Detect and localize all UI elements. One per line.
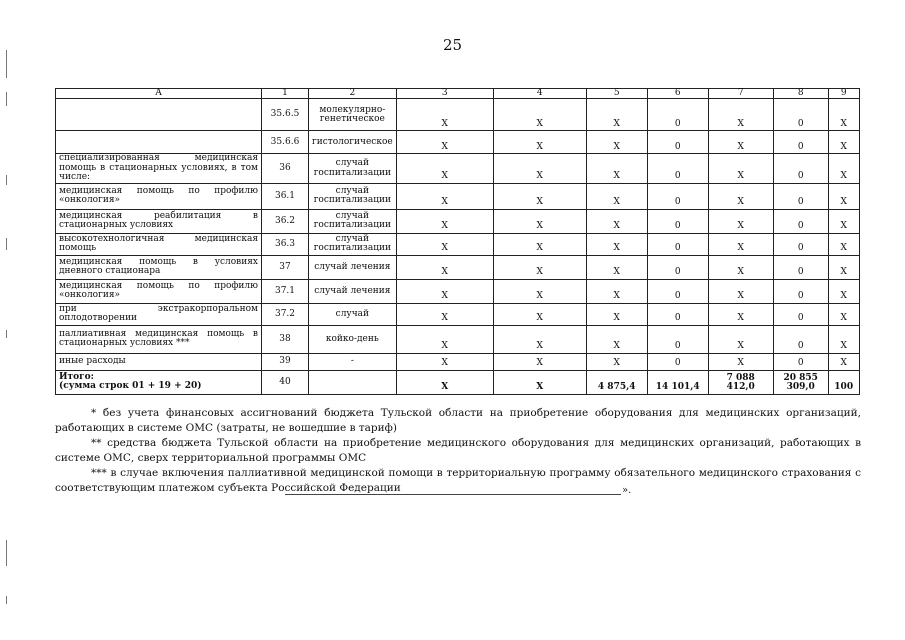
row-value: Х <box>586 99 647 131</box>
row-value: Х <box>828 279 859 303</box>
row-value: Х <box>586 154 647 183</box>
row-value: Х <box>708 131 773 154</box>
row-code: 36.3 <box>262 233 309 255</box>
table-row <box>56 353 860 370</box>
page-number: 25 <box>442 36 463 54</box>
row-value: 0 <box>647 233 708 255</box>
total-value: Х <box>493 370 586 394</box>
row-value: Х <box>586 279 647 303</box>
row-code: 36.2 <box>262 209 309 233</box>
row-value: 0 <box>773 325 828 353</box>
total-value: 4 875,4 <box>586 370 647 394</box>
row-unit: случай госпитализации <box>309 154 397 183</box>
total-label-title: Итого: <box>59 371 94 382</box>
row-value: 0 <box>773 279 828 303</box>
row-value: Х <box>828 99 859 131</box>
table-row <box>56 303 860 325</box>
row-value: Х <box>708 209 773 233</box>
column-header: 2 <box>309 89 397 99</box>
row-label: медицинская помощь по профилю «онкология» <box>56 183 262 209</box>
row-value: Х <box>708 353 773 370</box>
row-value: Х <box>708 99 773 131</box>
row-unit: случай лечения <box>309 255 397 279</box>
footnote: ** средства бюджета Тульской области на приобретение медицинского оборудования для медицинских организаций, работающих в системе ОМС, сверх территориальной программы ОМС <box>55 436 861 464</box>
total-code: 40 <box>262 370 309 394</box>
row-value: Х <box>708 183 773 209</box>
table-header-row <box>56 89 860 99</box>
row-label: медицинская помощь по профилю «онкология» <box>56 279 262 303</box>
total-label <box>56 370 262 394</box>
row-label: медицинская реабилитация в стационарных условиях <box>56 209 262 233</box>
row-code: 37 <box>262 255 309 279</box>
table-row <box>56 209 860 233</box>
total-label-formula: (сумма строк 01 + 19 + 20) <box>59 381 202 392</box>
row-value: Х <box>396 154 493 183</box>
row-value: 0 <box>647 99 708 131</box>
row-value: Х <box>708 279 773 303</box>
row-value: 0 <box>773 303 828 325</box>
row-label: медицинская помощь в условиях дневного стационара <box>56 255 262 279</box>
closing-mark: ». <box>622 485 632 496</box>
row-label: специализированная медицинская помощь в стационарных условиях, в том числе: <box>56 154 262 183</box>
row-value: Х <box>828 303 859 325</box>
row-value: Х <box>828 325 859 353</box>
row-value: 0 <box>647 131 708 154</box>
row-value: 0 <box>773 131 828 154</box>
column-header: 7 <box>708 89 773 99</box>
row-value: Х <box>586 183 647 209</box>
row-value: Х <box>396 131 493 154</box>
row-value: 0 <box>647 154 708 183</box>
footnotes <box>55 406 861 495</box>
row-value: 0 <box>647 255 708 279</box>
binding-marks <box>6 0 8 640</box>
row-value: Х <box>828 353 859 370</box>
table-row <box>56 255 860 279</box>
row-unit: случай госпитализации <box>309 233 397 255</box>
row-value: Х <box>828 154 859 183</box>
table-row <box>56 131 860 154</box>
row-value: Х <box>493 325 586 353</box>
row-code: 35.6.6 <box>262 131 309 154</box>
row-value: Х <box>708 325 773 353</box>
row-value: Х <box>586 303 647 325</box>
row-value: 0 <box>773 255 828 279</box>
column-header: 1 <box>262 89 309 99</box>
row-value: Х <box>586 353 647 370</box>
row-value: Х <box>586 255 647 279</box>
row-unit: случай госпитализации <box>309 183 397 209</box>
table-row <box>56 325 860 353</box>
row-value: 0 <box>773 154 828 183</box>
row-code: 36 <box>262 154 309 183</box>
row-unit: случай лечения <box>309 279 397 303</box>
row-value: 0 <box>773 183 828 209</box>
row-value: Х <box>493 353 586 370</box>
row-value: 0 <box>773 99 828 131</box>
column-header: А <box>56 89 262 99</box>
row-value: 0 <box>647 303 708 325</box>
row-value: 0 <box>773 233 828 255</box>
row-value: 0 <box>773 353 828 370</box>
row-value: 0 <box>647 353 708 370</box>
total-value: 14 101,4 <box>647 370 708 394</box>
row-unit: случай госпитализации <box>309 209 397 233</box>
total-row <box>56 370 860 394</box>
column-header: 4 <box>493 89 586 99</box>
row-value: Х <box>396 183 493 209</box>
table-row <box>56 279 860 303</box>
row-code: 38 <box>262 325 309 353</box>
footnote: * без учета финансовых ассигнований бюджета Тульской области на приобретение оборудования для медицинских организаций, работающих в системе ОМС (затраты, не вошедшие в тариф) <box>55 407 861 434</box>
row-value: Х <box>493 279 586 303</box>
row-label: паллиативная медицинская помощь в стационарных условиях *** <box>56 325 262 353</box>
column-header: 6 <box>647 89 708 99</box>
row-label: при экстракорпоральном оплодотворении <box>56 303 262 325</box>
column-header: 9 <box>828 89 859 99</box>
row-value: Х <box>396 303 493 325</box>
row-value: 0 <box>647 209 708 233</box>
row-value: Х <box>586 325 647 353</box>
row-value: Х <box>708 233 773 255</box>
row-value: Х <box>396 353 493 370</box>
row-value: Х <box>493 209 586 233</box>
row-value: 0 <box>773 209 828 233</box>
row-unit: койко-день <box>309 325 397 353</box>
row-unit: случай <box>309 303 397 325</box>
row-value: Х <box>708 255 773 279</box>
row-value: Х <box>828 183 859 209</box>
total-value: Х <box>396 370 493 394</box>
financing-table <box>55 88 860 395</box>
row-code: 36.1 <box>262 183 309 209</box>
row-value: Х <box>586 131 647 154</box>
column-header: 3 <box>396 89 493 99</box>
row-value: Х <box>396 209 493 233</box>
row-label <box>56 131 262 154</box>
row-value: 0 <box>647 325 708 353</box>
row-value: Х <box>708 303 773 325</box>
table-row <box>56 99 860 131</box>
row-value: Х <box>396 99 493 131</box>
row-value: Х <box>396 279 493 303</box>
footnote: *** в случае включения паллиативной медицинской помощи в территориальную программу обязательного медицинского страхования с соответствующим платежом субъекта Российской Федерации <box>55 466 861 494</box>
row-code: 39 <box>262 353 309 370</box>
row-value: Х <box>493 233 586 255</box>
row-unit: молекулярно-генетическое <box>309 99 397 131</box>
row-label: иные расходы <box>56 353 262 370</box>
row-value: Х <box>493 99 586 131</box>
row-value: Х <box>708 154 773 183</box>
column-header: 5 <box>586 89 647 99</box>
row-unit: - <box>309 353 397 370</box>
total-unit <box>309 370 397 394</box>
row-value: Х <box>493 131 586 154</box>
row-code: 37.1 <box>262 279 309 303</box>
table-row <box>56 233 860 255</box>
closing-line <box>285 494 621 495</box>
row-value: Х <box>828 255 859 279</box>
table-row <box>56 183 860 209</box>
column-header: 8 <box>773 89 828 99</box>
row-value: Х <box>493 183 586 209</box>
table-row <box>56 154 860 183</box>
row-code: 37.2 <box>262 303 309 325</box>
row-value: 0 <box>647 183 708 209</box>
row-value: Х <box>828 131 859 154</box>
row-label: высокотехнологичная медицинская помощь <box>56 233 262 255</box>
total-value: 20 855 309,0 <box>773 370 828 394</box>
row-value: Х <box>396 233 493 255</box>
row-code: 35.6.5 <box>262 99 309 131</box>
total-value: 7 088 412,0 <box>708 370 773 394</box>
row-label <box>56 99 262 131</box>
row-value: 0 <box>647 279 708 303</box>
row-unit: гистологическое <box>309 131 397 154</box>
row-value: Х <box>493 154 586 183</box>
row-value: Х <box>396 325 493 353</box>
row-value: Х <box>493 255 586 279</box>
total-value: 100 <box>828 370 859 394</box>
row-value: Х <box>586 233 647 255</box>
row-value: Х <box>493 303 586 325</box>
row-value: Х <box>396 255 493 279</box>
row-value: Х <box>828 233 859 255</box>
row-value: Х <box>586 209 647 233</box>
row-value: Х <box>828 209 859 233</box>
